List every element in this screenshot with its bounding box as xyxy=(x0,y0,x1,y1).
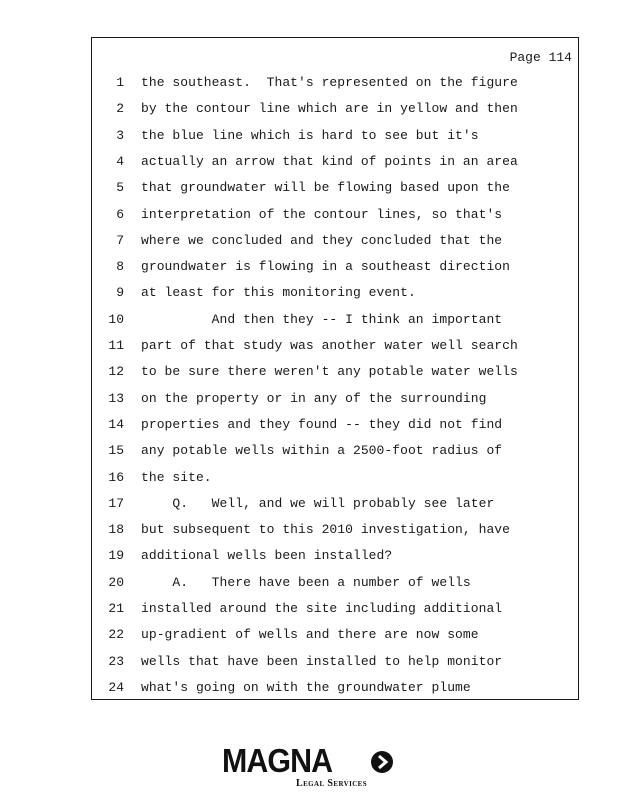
line-number: 6 xyxy=(116,206,124,222)
line-text: but subsequent to this 2010 investigation, have xyxy=(141,522,511,538)
transcript-line xyxy=(92,627,578,653)
line-number: 5 xyxy=(116,180,124,196)
line-text: that groundwater will be flowing based upon the xyxy=(141,180,511,196)
line-text: at least for this monitoring event. xyxy=(141,285,416,301)
transcript-line xyxy=(92,417,578,443)
line-text: groundwater is flowing in a southeast direction xyxy=(141,259,511,275)
transcript-line xyxy=(92,312,578,338)
line-number: 16 xyxy=(108,469,124,485)
transcript-line xyxy=(92,364,578,390)
line-text: what's going on with the groundwater plume xyxy=(141,679,471,695)
transcript-line xyxy=(92,207,578,233)
line-number: 22 xyxy=(108,627,124,643)
line-text: part of that study was another water well search xyxy=(141,338,518,353)
line-text: the blue line which is hard to see but it's xyxy=(141,127,479,143)
line-text: any potable wells within a 2500-foot radius of xyxy=(141,443,503,459)
line-number: 24 xyxy=(108,679,124,695)
line-text: up-gradient of wells and there are now some xyxy=(141,627,479,643)
line-text: Q. Well, and we will probably see later xyxy=(141,495,495,511)
magna-logo xyxy=(222,744,397,794)
line-number: 17 xyxy=(108,495,124,511)
line-text: by the contour line which are in yellow and then xyxy=(141,101,518,117)
line-number: 19 xyxy=(108,548,124,564)
line-text: on the property or in any of the surrounding xyxy=(141,390,487,406)
transcript-line xyxy=(92,128,578,154)
transcript-line xyxy=(92,680,578,706)
transcript-line xyxy=(92,654,578,680)
transcript-line xyxy=(92,470,578,496)
transcript-line xyxy=(92,391,578,417)
line-number: 21 xyxy=(108,601,124,616)
transcript-line xyxy=(92,496,578,522)
transcript-line xyxy=(92,522,578,548)
line-text: the southeast. That's represented on the figure xyxy=(141,75,518,90)
transcript-line xyxy=(92,285,578,311)
line-number: 3 xyxy=(116,127,124,143)
transcript-line xyxy=(92,548,578,574)
transcript-line xyxy=(92,180,578,206)
line-text: to be sure there weren't any potable water wells xyxy=(141,364,518,380)
line-text: where we concluded and they concluded that the xyxy=(141,232,503,248)
line-text: additional wells been installed? xyxy=(141,548,393,564)
transcript-page xyxy=(91,37,579,700)
line-number: 8 xyxy=(116,259,124,275)
transcript-line xyxy=(92,575,578,601)
line-number: 7 xyxy=(116,232,124,248)
logo-subtitle: Legal Services xyxy=(296,778,368,789)
transcript-line xyxy=(92,233,578,259)
line-number: 23 xyxy=(108,653,124,669)
line-text: interpretation of the contour lines, so that's xyxy=(141,206,503,222)
transcript-line xyxy=(92,154,578,180)
line-text: And then they -- I think an important xyxy=(141,311,503,327)
line-text: installed around the site including additional xyxy=(141,601,503,616)
line-number: 20 xyxy=(108,574,124,590)
circle-arrow-icon xyxy=(370,750,394,774)
transcript-line xyxy=(92,75,578,101)
page-number: Page 114 xyxy=(509,50,572,65)
line-number: 2 xyxy=(116,101,124,117)
line-text: properties and they found -- they did not find xyxy=(141,416,503,432)
line-text: A. There have been a number of wells xyxy=(141,574,471,590)
transcript-line xyxy=(92,101,578,127)
line-text: actually an arrow that kind of points in an area xyxy=(141,153,518,169)
line-number: 18 xyxy=(108,522,124,538)
line-number: 11 xyxy=(108,338,124,353)
line-number: 12 xyxy=(108,364,124,380)
transcript-line xyxy=(92,259,578,285)
line-number: 10 xyxy=(108,311,124,327)
logo-wordmark: MAGNA xyxy=(222,742,333,779)
line-number: 14 xyxy=(108,416,124,432)
line-text: wells that have been installed to help monitor xyxy=(141,653,503,669)
transcript-line xyxy=(92,338,578,364)
transcript-line xyxy=(92,443,578,469)
line-number: 15 xyxy=(108,443,124,459)
line-number: 4 xyxy=(116,153,124,169)
line-text: the site. xyxy=(141,469,212,485)
line-number: 1 xyxy=(116,75,124,90)
line-number: 9 xyxy=(116,285,124,301)
transcript-line xyxy=(92,601,578,627)
line-number: 13 xyxy=(108,390,124,406)
